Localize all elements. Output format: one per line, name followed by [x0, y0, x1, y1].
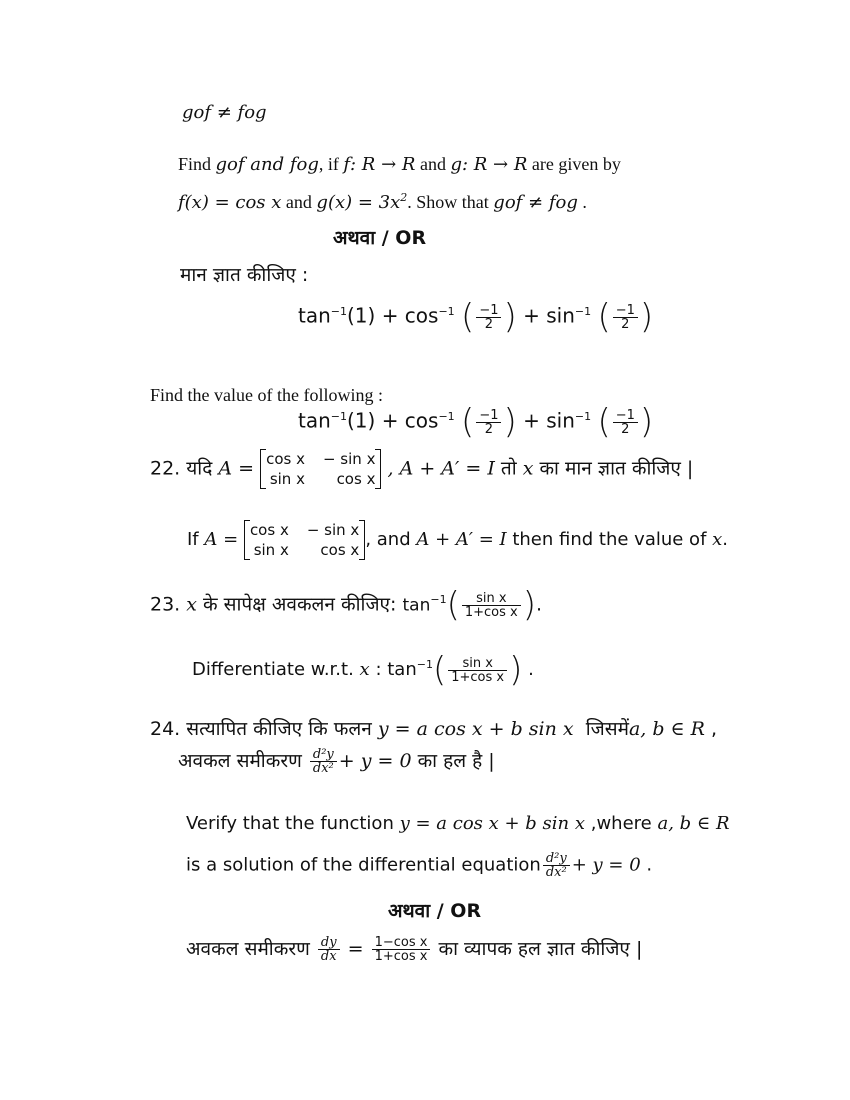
text-and2: and: [285, 192, 312, 212]
second-derivative-fraction: $\frac{\text{d²y}}{\text{dx²}}$: [543, 852, 570, 879]
matrix-A: cos x − sin x sin x cos x: [244, 520, 365, 560]
fraction: $\frac{-1}{2}$: [613, 304, 638, 331]
fraction: $\frac{\text{sin x}}{\text{1+cos x}}$: [448, 657, 507, 684]
expr-sup: −1: [574, 304, 592, 318]
fraction: $\frac{-1}{2}$: [613, 409, 638, 436]
or-label-2: अथवा / OR: [388, 900, 482, 922]
q21-english-line1: [178, 155, 621, 174]
expr-tan: tan: [298, 303, 331, 328]
inverse-trig-expression-english: $\tan^{-1}(1) + \cos^{-1}$ ( $\frac{-1}{2}$ ) + $\sin^{-1}$ ( $\frac{-1}{2}$ ): [298, 402, 654, 442]
fraction: $\frac{\text{sin x}}{\text{1+cos x}}$: [462, 592, 521, 619]
fraction: $\frac{-1}{2}$: [476, 304, 501, 331]
text-and: and: [419, 154, 446, 174]
alt-fraction: $\frac{\text{1−cos x}}{\text{1+cos x}}$: [372, 936, 431, 963]
fraction: $\frac{-1}{2}$: [476, 409, 501, 436]
q23-english: Differentiate w.r.t. x : $\tan^{-1}$( $\frac{\text{sin x}}{\text{1+cos x}}$ ) .: [192, 650, 534, 690]
matrix-A: cos x − sin x sin x cos x: [260, 449, 381, 489]
q22-english: If A = cos x − sin x sin x cos x , and A + A′ = I then find the value of x.: [187, 521, 729, 559]
text-if: , if: [318, 154, 339, 174]
q24-hindi-line2: अवकल समीकरण $\frac{\text{d²y}}{\text{dx²}}$ + y = 0 का हल है |: [178, 747, 495, 776]
expr-plus-sin: + sin: [523, 303, 575, 328]
math-gx: g(x) = 3x: [316, 192, 401, 213]
inverse-trig-expression-hindi: $\tan^{-1}(1) + \cos^{-1}$ ( $\frac{-1}{2}$ ) + $\sin^{-1}$ ( $\frac{-1}{2}$ ): [298, 297, 654, 337]
hindi-find-value: मान ज्ञात कीजिए :: [180, 264, 309, 286]
q24-english-line1: Verify that the function y = a cos x + b sin x ,where a, b ∈ R: [186, 813, 730, 834]
question-number: 23.: [150, 593, 181, 616]
question-number: 24.: [150, 718, 181, 740]
text-find: Find: [178, 154, 212, 174]
or-label-1: अथवा / OR: [333, 227, 427, 249]
text-period: .: [582, 192, 587, 212]
english-find-value: Find the value of the following :: [150, 385, 383, 405]
gof-not-equal-fog: gof ≠ fog: [182, 102, 267, 123]
math-fx: f(x) = cos x: [178, 192, 282, 213]
expr-sup: −1: [330, 304, 347, 318]
expr-arg1: (1) + cos: [347, 303, 439, 328]
math-gx-exp: 2: [400, 191, 408, 204]
second-derivative-fraction: $\frac{\text{d²y}}{\text{dx²}}$: [310, 748, 337, 775]
q22-hindi: 22. यदि A = cos x − sin x sin x cos x , A + A′ = I तो x का मान ज्ञात कीजिए |: [150, 450, 694, 488]
text-show-that: . Show that: [407, 192, 489, 212]
q21-english-line2: [178, 192, 587, 212]
math-gof-and-fog: gof and fog: [215, 154, 319, 175]
question-number: 22.: [150, 457, 181, 480]
text-given-by: are given by: [531, 154, 621, 174]
math-show-expr: gof ≠ fog: [493, 192, 578, 213]
q24-hindi-line1: 24. सत्यापित कीजिए कि फलन y = a cos x + b sin x जिसमेंa, b ∈ R ,: [150, 718, 718, 740]
math-f-map: f: R → R: [343, 154, 416, 175]
expr-sup: −1: [438, 304, 455, 318]
q24-alternative: अवकल समीकरण $\frac{dy}{dx}$ = $\frac{\text{1−cos x}}{\text{1+cos x}}$ का व्यापक हल ज्ञात कीजिए |: [186, 935, 643, 964]
q24-english-line2: is a solution of the differential equation $\frac{\text{d²y}}{\text{dx²}}$ + y = 0 .: [186, 851, 653, 880]
math-g-map: g: R → R: [450, 154, 528, 175]
dy-dx-fraction: $\frac{dy}{dx}$: [318, 936, 340, 963]
q23-hindi: 23. x के सापेक्ष अवकलन कीजिए: $\tan^{-1}$( $\frac{\text{sin x}}{\text{1+cos x}}$ ).: [150, 585, 543, 625]
